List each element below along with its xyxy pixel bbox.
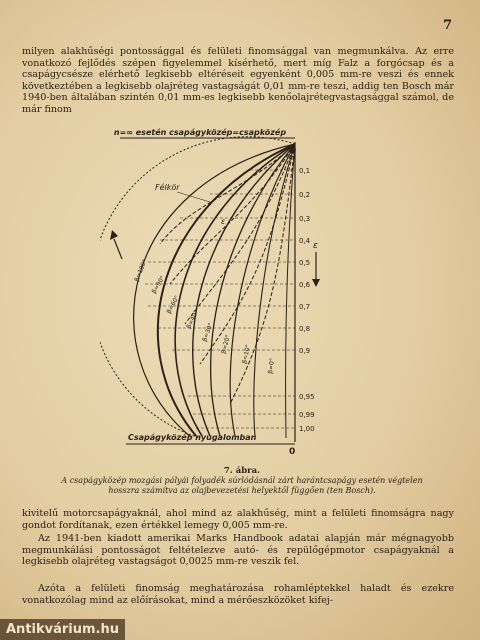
paragraph-2: kivitelű motorcsapágyaknál, ahol mind az alakhűség, mint a felületi finomságra nagy gondot fordítanak, ezen értékkel lemegy 0,005 mm-re. xyxy=(22,508,454,531)
caption-text: A csapágyközép mozgási pályái folyadék súrlódásnál zárt harántcsapágy esetén végtelen hosszra számítva az olajbevezetési helyektől függően (ten Bosch). xyxy=(61,476,423,495)
figure-top-label: n=∞ esetén csapágyközép=csapközép xyxy=(113,128,287,137)
beta-label-90: β=90° xyxy=(150,274,167,295)
eps-tick-label: 1,00 xyxy=(299,425,315,433)
semicircle-label: Félkör xyxy=(155,183,180,192)
eps-tick-label: 0,7 xyxy=(299,303,311,311)
beta-label-30: β=30° xyxy=(201,321,215,343)
outer-curve-label: β=180° xyxy=(133,258,149,283)
eps-tick-label: 0,3 xyxy=(299,215,311,223)
watermark: Antikvárium.hu xyxy=(0,619,125,640)
figure-bottom-label: Csapágyközép nyugalomban xyxy=(128,433,257,442)
bottom-origin-label: 0 xyxy=(289,447,296,457)
paragraph-4: Azóta a felületi finomság meghatározása rohamléptekkel haladt és ezekre vonatkozólag mind az előírásokat, mind a mérőeszközöket kifej- xyxy=(22,583,454,606)
origin-label: 0 xyxy=(290,146,297,156)
figure-caption xyxy=(52,466,432,496)
eps-tick-label: 0,9 xyxy=(299,347,311,355)
eps-tick-label: 0,95 xyxy=(299,393,315,401)
paragraph-1: milyen alakhűségi pontossággal és felületi finomsággal van megmunkálva. Az erre vonatkozó fejlődés szépen figyelemmel kísérhető, mert míg Falz a forgócsap és a csapágycsésze elérhető legkisebb eltéréseit egyenként 0,005 mm-re veszi és ennek következtében a legkisebb olajréteg vastagságát 0,01 mm-re teszi, addig ten Bosch már 1940-ben általában szintén 0,01 mm-es legkisebb kenőolajrétegvastagsággal számol, de már finom xyxy=(22,46,454,115)
beta-label-20: β=20° xyxy=(220,333,232,355)
eps-tick-label: 0,99 xyxy=(299,411,315,419)
figure-number: 7. ábra. xyxy=(223,466,261,476)
eps-tick-label: 0,5 xyxy=(299,259,311,267)
epsilon-label-side: ε xyxy=(313,241,318,251)
beta-label-0: β=0° xyxy=(267,357,277,375)
eps-tick-label: 0,4 xyxy=(299,237,311,245)
eps-tick-label: 0,2 xyxy=(299,191,311,199)
eps-tick-label: 0,6 xyxy=(299,281,311,289)
page-number: 7 xyxy=(442,18,452,33)
eps-tick-label: 0,1 xyxy=(299,167,311,175)
epsilon-label-top: ε xyxy=(221,217,226,226)
figure-diagram xyxy=(100,124,330,459)
beta-label-60: β=60° xyxy=(165,294,181,315)
paragraph-3: Az 1941-ben kiadott amerikai Marks Handbook adatai alapján már mégnagyobb megmunkálási pontosságot feltételezve autó- és repülőgépmotor csapágyaknál a legkisebb olajréteg vastagságot 0,0025 mm-re veszik fel. xyxy=(22,533,454,568)
beta-label-40: β=40° xyxy=(185,309,201,330)
beta-label-10: β=10° xyxy=(241,343,253,365)
eps-tick-label: 0,8 xyxy=(299,325,311,333)
